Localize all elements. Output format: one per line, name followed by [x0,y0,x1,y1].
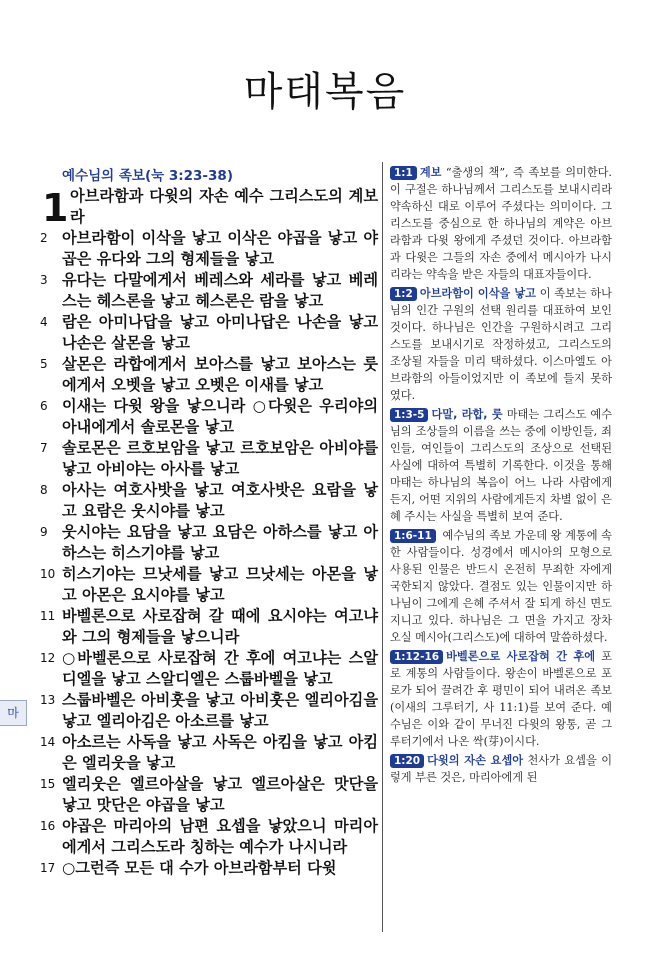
note-reference: 1:6-11 [390,529,436,543]
verse-number: 7 [40,441,48,455]
verse-6 [40,396,378,438]
verse-text: 아소르는 사독을 낳고 사독은 아킴을 낳고 아킴은 엘리웃을 낳고 [62,733,378,772]
verse-5 [40,354,378,396]
verse-text: ○바벨론으로 사로잡혀 간 후에 여고냐는 스알디엘을 낳고 스알디엘은 스룹바벨을 낳고 [62,649,378,688]
verse-text: 살몬은 라합에게서 보아스를 낳고 보아스는 룻에게서 오벳을 낳고 오벳은 이새를 낳고 [62,355,378,394]
verse-text: 아사는 여호사밧을 낳고 여호사밧은 요람을 낳고 요람은 웃시야를 낳고 [62,481,378,520]
verse-16 [40,816,378,858]
chapter-number: 1 [42,186,69,230]
verse-text: 스룹바벨은 아비훗을 낳고 아비훗은 엘리아김을 낳고 엘리아김은 아소르를 낳고 [62,691,378,730]
verse-text: 이새는 다윗 왕을 낳으니라 ○다윗은 우리야의 아내에게서 솔로몬을 낳고 [62,397,378,436]
verse-text: 웃시야는 요담을 낳고 요담은 아하스를 낳고 아하스는 히스기야를 낳고 [62,523,378,562]
note-reference: 1:12-16 [390,650,443,664]
verse-text: 히스기야는 므낫세를 낳고 므낫세는 아몬을 낳고 아몬은 요시야를 낳고 [62,565,378,604]
note-text: 포로 계통의 사람들이다. 왕손이 바벨론으로 포로가 되어 끌려간 후 평민이 되어 내려온 족보(이새의 그루터기, 사 11:1)를 보여 준다. 예수님은 이와 같이 무너진 다윗의 왕통, 곧 그루터기에서 나온 싹(芽)이시다. [390,650,613,748]
note-1-1 [390,164,612,283]
verse-text: ○그런즉 모든 대 수가 아브라함부터 다윗 [62,859,337,877]
verse-number: 14 [40,735,56,749]
verse-number: 12 [40,651,56,665]
verse-4 [40,312,378,354]
verse-number: 13 [40,693,56,707]
verse-13 [40,690,378,732]
note-keyword: 계보 [419,166,442,179]
verse-text: 아브라함이 이삭을 낳고 이삭은 야곱을 낳고 야곱은 유다와 그의 형제들을 낳고 [62,229,378,268]
note-reference: 1:3-5 [390,408,428,422]
note-text: “출생의 책”, 즉 족보를 의미한다. 이 구절은 하나님께서 그리스도를 보내시리라 약속하신 대로 이루어 주셨다는 의미이다. 그리스도를 중심으로 한 하나님의 계약은 아브라함과 다윗 왕에게 주셨던 것이다. 아브라함과 다윗은 그들의 자손 중에서 메시아가 나시리라는 약속을 받은 자들의 대표자들이다. [390,166,612,281]
verse-number: 10 [40,567,56,581]
verse-10 [40,564,378,606]
note-1-2 [390,285,612,404]
section-heading: 예수님의 족보(눅 3:23-38) [62,168,233,184]
verse-number: 17 [40,861,56,875]
verse-number: 8 [40,483,48,497]
verse-number: 6 [40,399,48,413]
note-text: 이 족보는 하나님의 인간 구원의 선택 원리를 대표하여 보인 것이다. 하나님은 인간을 구원하시려고 그리스도를 보내시기로 작정하셨고, 그리스도의 조상될 자들을 미리 택하셨다. 이스마엘도 아브라함의 아들이었지만 이 족보에 들지 못하였다. [390,287,612,402]
verse-2 [40,228,378,270]
verse-7 [40,438,378,480]
verse-8 [40,480,378,522]
note-reference: 1:2 [390,287,417,301]
verse-12 [40,648,378,690]
verse-3 [40,270,378,312]
verse-text: 바벨론으로 사로잡혀 갈 때에 요시야는 여고냐와 그의 형제들을 낳으니라 [62,607,378,646]
note-1-3-5 [390,406,612,525]
note-keyword: 바벨론으로 사로잡혀 간 후에 [446,650,596,663]
verse-text: 엘리웃은 엘르아살을 낳고 엘르아살은 맛단을 낳고 맛단은 야곱을 낳고 [62,775,378,814]
note-reference: 1:20 [390,754,424,768]
note-text: 마태는 그리스도 예수님의 조상들의 이름을 쓰는 중에 이방인들, 죄인들, 여인들이 그리스도의 조상으로 선택된 사실에 대하여 특별히 기록한다. 이것을 통해 마태는 하나님의 복음이 어느 나라 사람에게든지, 어떤 지위의 사람에게든지 차별 없이 은혜 주시는 사실을 특별히 보여 준다. [390,408,613,523]
verse-number: 15 [40,777,56,791]
verse-14 [40,732,378,774]
commentary-column [390,164,612,788]
column-divider [382,162,383,932]
note-reference: 1:1 [390,166,417,180]
verse-17 [40,858,378,879]
verse-text: 아브라함과 다윗의 자손 예수 그리스도의 계보라 [70,187,378,226]
verse-number: 5 [40,357,48,371]
verse-number: 3 [40,273,48,287]
verse-text: 람은 아미나답을 낳고 아미나답은 나손을 낳고 나손은 살몬을 낳고 [62,313,378,352]
verse-number: 11 [40,609,56,623]
note-1-6-11 [390,527,612,646]
verse-number: 4 [40,315,48,329]
note-1-12-16 [390,648,612,750]
note-1-20 [390,752,612,786]
verse-1 [40,186,378,228]
verse-9 [40,522,378,564]
verse-number: 16 [40,819,56,833]
book-side-tab[interactable]: 마 [0,700,27,726]
book-title: 마태복음 [243,69,407,115]
note-keyword: 다말, 라합, 룻 [431,408,503,421]
verse-number: 9 [40,525,48,539]
note-keyword: 다윗의 자손 요셉아 [427,754,524,767]
verse-15 [40,774,378,816]
verse-number: 2 [40,231,48,245]
note-text: 천사가 요셉을 이렇게 부른 것은, 마리아에게 된 [390,754,612,784]
verse-text: 야곱은 마리아의 남편 요셉을 낳았으니 마리아에게서 그리스도라 칭하는 예수가 나시니라 [62,817,378,856]
note-keyword: 아브라함이 이삭을 낳고 [419,287,536,300]
scripture-column [40,164,378,879]
verse-text: 솔로몬은 르호보암을 낳고 르호보암은 아비야를 낳고 아비야는 아사를 낳고 [62,439,378,478]
verse-text: 유다는 다말에게서 베레스와 세라를 낳고 베레스는 헤스론을 낳고 헤스론은 람을 낳고 [62,271,378,310]
note-text: 예수님의 족보 가운데 왕 계통에 속한 사람들이다. 성경에서 메시아의 모형으로 사용된 인물은 반드시 온전히 무죄한 자에게 국한되지 않았다. 결점도 있는 인물이지만 하나님이 그에게 은혜 주셔서 잘 되게 하신 면도 지니고 있다. 하나님은 그 면을 가지고 장차 오실 메시아(그리스도)에 대하여 말씀하셨다. [390,529,612,644]
verse-11 [40,606,378,648]
